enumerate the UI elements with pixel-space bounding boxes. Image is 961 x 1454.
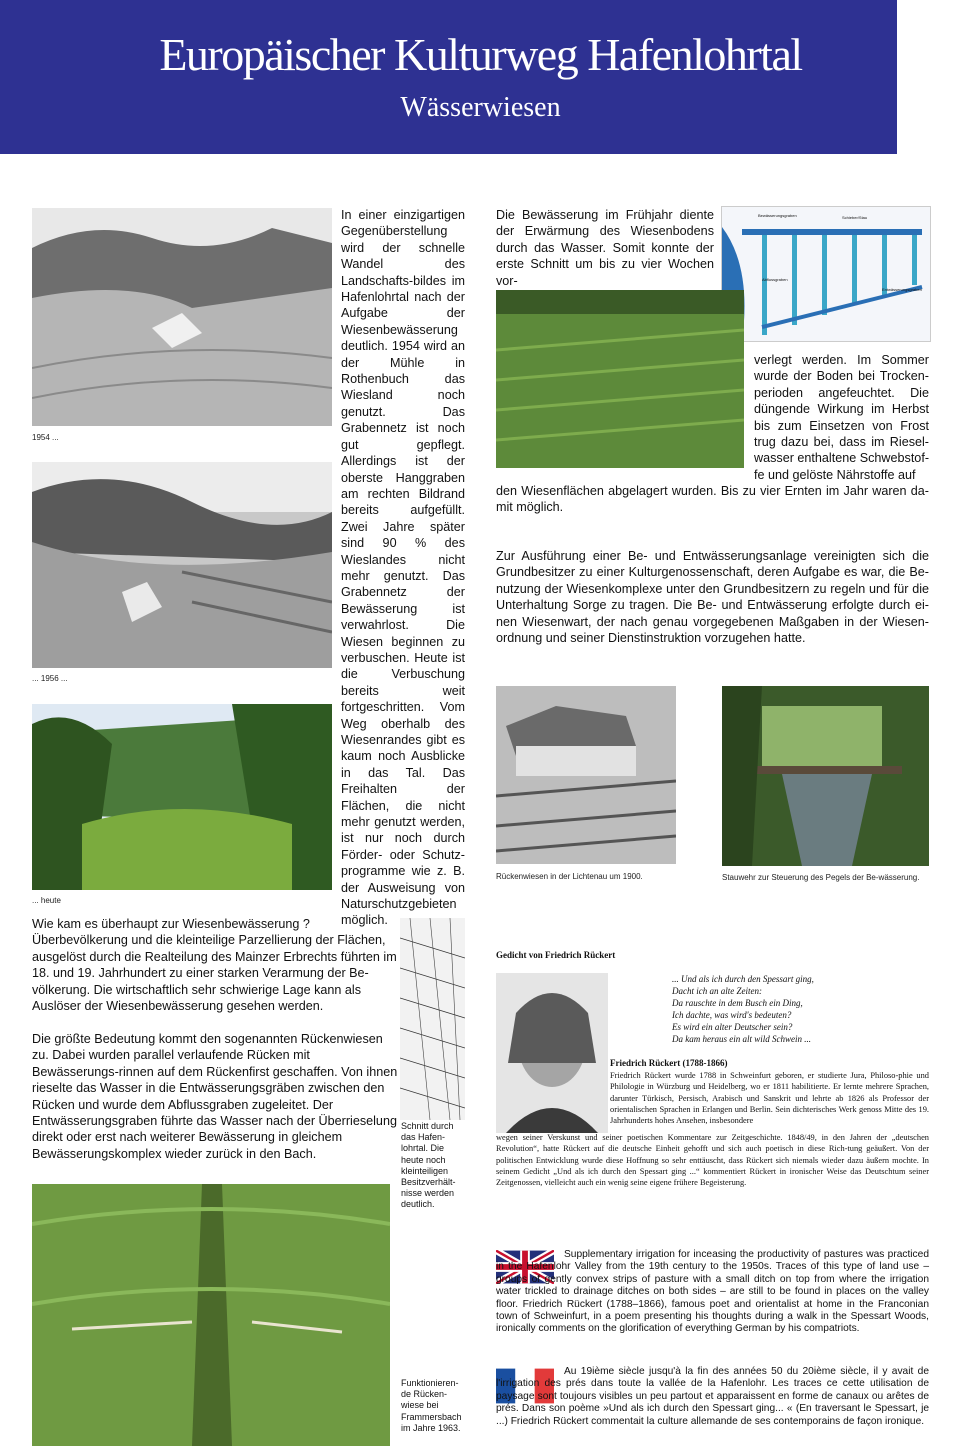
text-origin: Wie kam es überhaupt zur Wiesenbewässerung ? Überbevölkerung und die kleinteilige Parzellierung der Flächen, ausgelöst durch die Realteilung des Mainzer Erbrechts führten im 18. und 19. Jahrhundert zu einer starken Verarmung der Be-völkerung. Die wirtschaftlich sehr schwierige Lage kann als Auslöser der Wiesenbewässerung gesehen werden.	[32, 917, 397, 1014]
header-banner	[0, 0, 897, 154]
portrait-rueckert	[496, 973, 608, 1133]
map-cross-section	[400, 918, 465, 1120]
photo-heute	[32, 704, 332, 890]
poem-line: Dacht ich an alte Zeiten:	[672, 986, 762, 996]
photo-lichtenau	[496, 686, 676, 864]
text-irrigation-summer: verlegt werden. Im Sommer wurde der Boden bei Trocken-perioden angefeuchtet. Die düngende Wirkung im Herbst bis zum Einsetzen von Frost trug dazu bei, dass im Riesel-wasser enthaltene Schwebstof-fe und gelöste Nährstoffe auf	[754, 353, 930, 482]
bio-title: Friedrich Rückert (1788-1866)	[610, 1058, 728, 1068]
text-cooperative: Zur Ausführung einer Be- und Entwässerungsanlage vereinigten sich die Grundbesitzer zu einer Kulturgenossenschaft, deren Aufgabe es war, die Be-nutzung der Wiesenkomplexe unter den Grundbesitzern zu regeln und für die Unterhaltung Sorge zu tragen. Die Be- und Entwässerung erfolgte durch ei-nen Wiesenwart, der nach genau vorgegebenen Maßgaben in der Wiesen-ordnung und seiner Dienstinstruktion vorzugehen hatte.	[496, 549, 929, 646]
poem-line: Es wird ein alter Deutscher sein?	[672, 1022, 793, 1032]
poem-line: Da rauschte in dem Busch ein Ding,	[672, 998, 803, 1008]
photo-green-meadow	[496, 290, 744, 468]
photo-1956	[32, 462, 332, 668]
caption-stauwehr: Stauwehr zur Steuerung des Pegels der Be-wässerung.	[722, 873, 920, 882]
caption-1954: 1954 ...	[32, 433, 59, 442]
caption-1956: ... 1956 ...	[32, 674, 68, 683]
text-comparison: In einer einzigartigen Gegenüberstellung wird der schnelle Wandel des Landschafts-bildes im Hafenlohrtal nach der Aufgabe der Wiesenbewässerung deutlich. 1954 wird an der Mühle in Rothenbuch das Wiesland noch genutzt. Das Grabennetz ist noch gut gepflegt. Allerdings ist der oberste Hanggraben am rechten Bildrand bereits aufgefüllt. Zwei Jahre später sind 90 % des Wieslandes nicht mehr genutzt. Das Grabennetz der Bewässerung ist verwahrlost. Die Wiesen beginnen zu verbuschen. Heute ist die Verbuschung bereits weit fortgeschritten. Vom Weg oberhalb des Wiesenrandes gibt es kaum noch Ausblicke in das Tal. Das Freihalten der Flächen, die nicht mehr genutzt werden, ist nur noch durch Förder- oder Schutz-programme wie z. B. der Ausweisung von Naturschutzgebieten möglich.	[341, 208, 465, 928]
irrigation-diagram	[721, 206, 931, 342]
diagram-label-b: Schieber/Stau	[842, 215, 868, 220]
caption-schnitt: Schnitt durch das Hafen-lohrtal. Die heute noch kleinteiligen Besitzverhält-nisse werden deutlich.	[401, 1121, 456, 1210]
photo-ridge-meadow	[32, 1184, 390, 1446]
poem-heading: Gedicht von Friedrich Rückert	[496, 950, 616, 960]
poem-lines	[672, 973, 929, 1045]
caption-heute: ... heute	[32, 896, 61, 905]
text-ridge-meadows: Die größte Bedeutung kommt den sogenannten Rückenwiesen zu. Dabei wurden parallel verlaufende Rücken mit Bewässerungs-rinnen auf dem Rückenfirst geschaffen. Von ihnen rieselte das Wasser in die Entwässerungsgräben zwischen den Rücken und wurde dem Abflussgraben zugeleitet. Der Entwässerungsgraben führte das Wasser nach der Überrieselung direkt oder erst nach weiterer Bewässerung in gleichem Bewässerungskomplex wieder zurück in den Bach.	[32, 1032, 398, 1161]
diagram-label-a: Bewässerungsgraben	[758, 213, 797, 218]
text-english: Supplementary irrigation for inceasing the productivity of pastures was practiced in the Hafenlohr Valley from the 19th century to the 1950s. Traces of this type of land use – groups of gently convex strips of pasture with a small ditch on top from where the irrigation water trickled to drainage ditches on both sides – are still to be found in places on the valley floor. Friedrich Rückert (1788–1866), famous poet and orientalist at home in the Franconian town of Schweinfurt, in a poem presenting his thoughts during a walk in the Spessart Woods, ironically comments on the glorification of everything German by his compatriots.	[496, 1249, 929, 1335]
caption-funktion: Funktionieren-de Rücken-wiese bei Frammersbach im Jahre 1963.	[401, 1378, 462, 1433]
poem-line: Da kam heraus ein alt wild Schwein ...	[672, 1034, 811, 1044]
diagram-label-c: Abflussgraben	[762, 277, 788, 282]
caption-lichtenau: Rückenwiesen in der Lichtenau um 1900.	[496, 872, 643, 881]
text-irrigation-spring: Die Bewässerung im Frühjahr diente der Erwärmung des Wiesenbodens durch das Wasser. Somit konnte der erste Schnitt um bis zu vier Wochen vor-	[496, 208, 714, 288]
photo-1954	[32, 208, 332, 426]
photo-stauwehr	[722, 686, 929, 866]
bio-text-continued: wegen seiner Verskunst und seiner poetischen Kommentare zur Zeitgeschichte. 1848/49, in den Jahren der „deutschen Revolution“, hatte Rückert auf die deutsche Einheit gehofft und sich auch poetisch in diese Rich-tung geäußert. Von der politischen Entwicklung wurde diese Hoffnung so sehr enttäuscht, dass Rückert sich niemals wieder dazu äußern mochte. In seinem Gedicht „Und als ich durch den Spessart ging ...“ kommentiert Rückert in ironischer Weise das Deutschtum seiner Zeitgenossen, vielleicht auch ein wenig seine eigene frühere Begeisterung.	[496, 1133, 929, 1188]
diagram-label-d: Entwässerungsgraben	[882, 287, 922, 292]
text-irrigation-harvest: den Wiesenflächen abgelagert wurden. Bis zu vier Ernten im Jahr waren da-mit möglich.	[496, 484, 929, 515]
page-subtitle: Wässerwiesen	[400, 92, 561, 123]
bio-text: Friedrich Rückert wurde 1788 in Schweinfurt geboren, er studierte Jura, Philoso-phie und Philologie in Würzburg und Heidelberg, wo er 1811 habilitierte. Er lernte mehrere Sprachen, darunter Türkisch, Persisch, Arabisch und Sanskrit und lehrte ab 1826 als Professor der orientalischen Sprachen in Erlangen und Berlin. Sein dichterisches Werk genoss Mitte des 19. Jahrhunderts hohes Ansehen, insbesondere	[610, 1071, 929, 1126]
text-french: Au 19ième siècle jusqu'à la fin des années 50 du 20ième siècle, il y avait de l'irrigation des prés dans toute la vallée de la Hafenlohr. Les traces ce cette utilisation de paysage sont toujours visibles un peu partout et apparaissent en forme de canaux ou arêtes de prés. Dans son poème »Und als ich durch den Spessart ging... « (En traversant le Spessart, je ...) Friedrich Rückert commentait la culture allemande de ses contemporains de façon ironique.	[496, 1366, 929, 1427]
page-title: Europäischer Kulturweg Hafenlohrtal	[159, 29, 802, 80]
poem-line: Ich dachte, was wird's bedeuten?	[672, 1010, 792, 1020]
poem-line: ... Und als ich durch den Spessart ging,	[672, 974, 814, 984]
